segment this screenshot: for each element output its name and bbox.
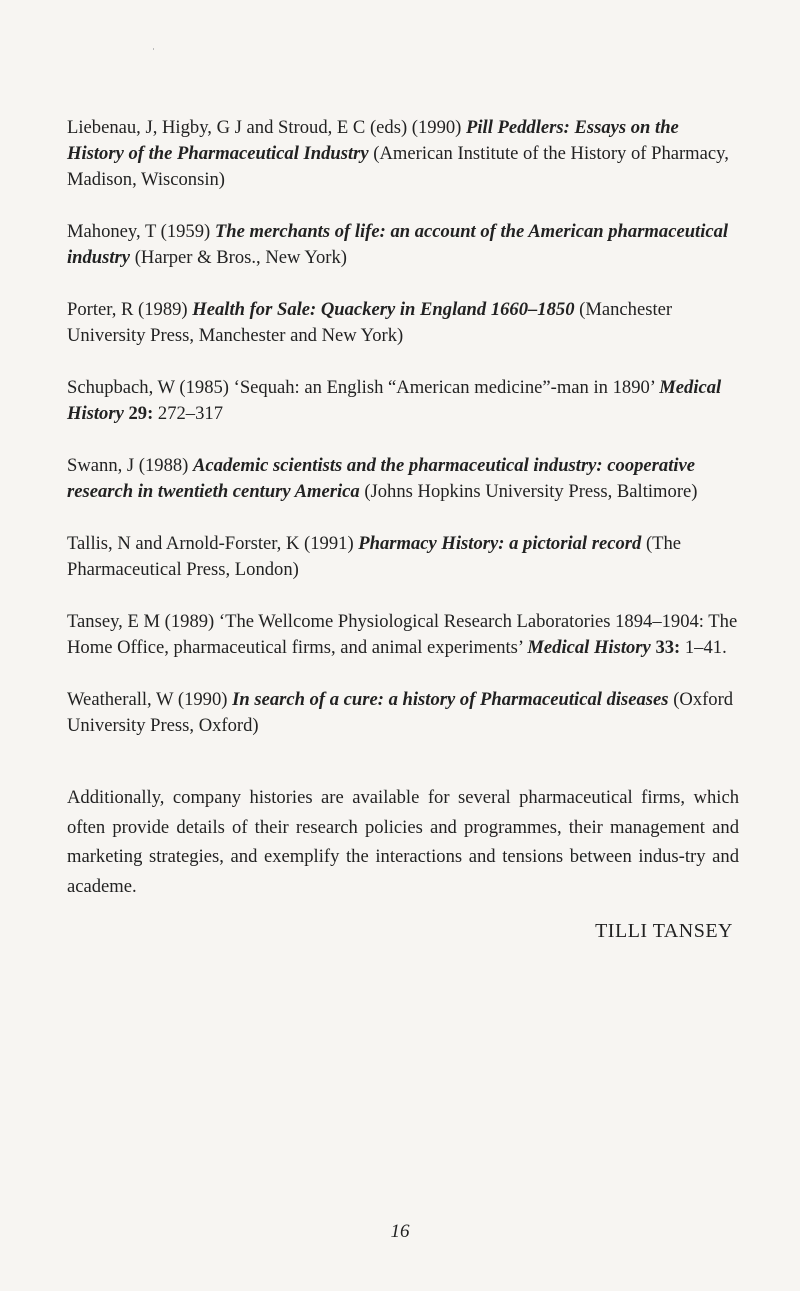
reference-entry: [67, 297, 739, 349]
reference-author-date: Swann, J (1988): [67, 455, 194, 476]
reference-volume: 29:: [123, 403, 154, 424]
reference-pages: 1–41.: [680, 637, 727, 658]
reference-publisher: (American Institute of the History of Pharmacy, Madison, Wisconsin): [67, 143, 729, 190]
reference-entry: [67, 115, 739, 193]
bibliography-page: [67, 115, 739, 943]
reference-pages: 272–317: [153, 403, 223, 424]
reference-title: Health for Sale: Quackery in England 1660–1850: [192, 299, 575, 320]
reference-publisher: (Manchester University Press, Manchester and New York): [67, 299, 673, 346]
reference-title: Pill Peddlers: Essays on the History of the Pharmaceutical Industry: [67, 117, 679, 164]
reference-publisher: (The Pharmaceutical Press, London): [67, 533, 682, 580]
scan-speck: [153, 48, 154, 50]
reference-title: Pharmacy History: a pictorial record: [358, 533, 642, 554]
reference-entry: [67, 453, 739, 505]
page-number: 16: [390, 1221, 410, 1242]
reference-author-date: Liebenau, J, Higby, G J and Stroud, E C (eds) (1990): [67, 117, 467, 138]
reference-list: [67, 115, 739, 739]
reference-author-date: Tansey, E M (1989) ‘The Wellcome Physiological Research Laboratories 1894–1904: The Home Office, pharmaceutical firms, and animal experiments’: [67, 611, 738, 658]
reference-entry: [67, 687, 739, 739]
reference-publisher: (Johns Hopkins University Press, Baltimore): [359, 481, 698, 502]
reference-entry: [67, 219, 739, 271]
reference-title: Academic scientists and the pharmaceutical industry: cooperative research in twentieth century America: [67, 455, 696, 502]
reference-title: Medical History: [67, 377, 722, 424]
reference-author-date: Porter, R (1989): [67, 299, 193, 320]
reference-title: Medical History: [527, 637, 651, 658]
reference-author-date: Mahoney, T (1959): [67, 221, 215, 242]
reference-title: The merchants of life: an account of the American pharmaceutical industry: [67, 221, 729, 268]
reference-volume: 33:: [650, 637, 681, 658]
closing-note: Additionally, company histories are available for several pharmaceutical firms, which often provide details of their research policies and programmes, their management and marketing strategies, and exemplify the interactions and tensions between indus-try and academe.: [67, 787, 739, 897]
reference-title: In search of a cure: a history of Pharmaceutical diseases: [232, 689, 669, 710]
reference-author-date: Weatherall, W (1990): [67, 689, 233, 710]
reference-publisher: (Harper & Bros., New York): [130, 247, 347, 268]
reference-entry: [67, 375, 739, 427]
author-signature: TILLI TANSEY: [595, 919, 733, 942]
reference-author-date: Schupbach, W (1985) ‘Sequah: an English “American medicine”-man in 1890’: [67, 377, 660, 398]
reference-entry: [67, 531, 739, 583]
reference-entry: [67, 609, 739, 661]
reference-author-date: Tallis, N and Arnold-Forster, K (1991): [67, 533, 359, 554]
reference-publisher: (Oxford University Press, Oxford): [67, 689, 734, 736]
